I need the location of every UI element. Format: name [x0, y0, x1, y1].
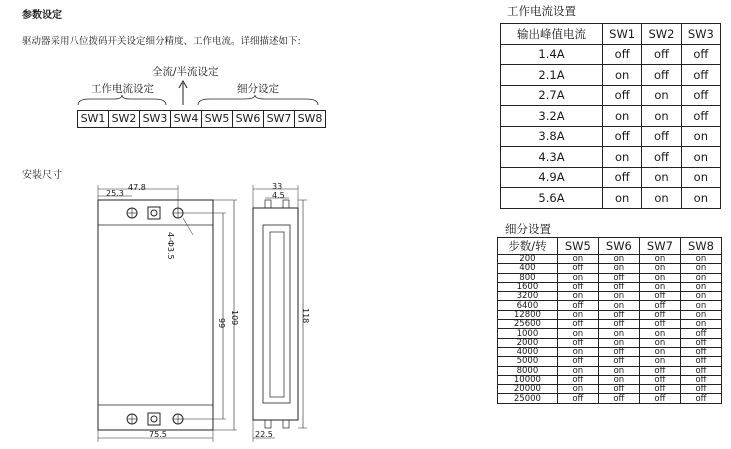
table-cell: off	[639, 301, 680, 310]
table-cell: off	[557, 301, 598, 310]
table-cell: 200	[498, 255, 558, 264]
table-cell: on	[557, 273, 598, 282]
switch-diagram-braces	[70, 75, 330, 111]
table-row	[501, 167, 721, 188]
table-cell: on	[598, 301, 639, 310]
table-row	[501, 188, 721, 209]
table-cell: off	[598, 357, 639, 366]
table-cell: off	[557, 357, 598, 366]
table-cell: off	[598, 385, 639, 394]
table-cell: on	[680, 310, 721, 319]
table-cell: on	[557, 255, 598, 264]
switch-label: SW4	[171, 111, 202, 127]
table-cell: off	[557, 282, 598, 291]
table-cell: on	[598, 264, 639, 273]
table-cell: 6400	[498, 301, 558, 310]
table-cell: 5000	[498, 357, 558, 366]
table-cell: off	[680, 375, 721, 384]
column-header: SW3	[681, 24, 720, 45]
subdivision-table-title: 细分设置	[505, 222, 551, 236]
table-row	[498, 273, 722, 282]
table-cell: 800	[498, 273, 558, 282]
table-cell: 10000	[498, 375, 558, 384]
table-cell: off	[639, 385, 680, 394]
table-cell: off	[639, 394, 680, 403]
table-cell: 1.4A	[501, 44, 603, 65]
table-cell: off	[557, 264, 598, 273]
dim-33: 33	[272, 182, 283, 191]
table-cell: on	[681, 188, 720, 209]
table-cell: on	[680, 292, 721, 301]
column-header: SW2	[642, 24, 681, 45]
table-cell: off	[639, 375, 680, 384]
dim-22-5: 22.5	[255, 430, 273, 439]
table-cell: off	[681, 106, 720, 127]
table-cell: on	[680, 264, 721, 273]
table-cell: on	[639, 264, 680, 273]
table-cell: off	[639, 292, 680, 301]
table-row	[498, 310, 722, 319]
table-cell: off	[681, 44, 720, 65]
table-cell: 2.1A	[501, 65, 603, 86]
table-cell: on	[557, 347, 598, 356]
table-cell: off	[602, 44, 641, 65]
table-cell: on	[680, 301, 721, 310]
table-row	[501, 65, 721, 86]
table-cell: 8000	[498, 366, 558, 375]
table-cell: on	[598, 375, 639, 384]
table-row	[498, 255, 722, 264]
table-cell: off	[680, 394, 721, 403]
column-header: 步数/转	[498, 238, 558, 255]
table-row	[501, 126, 721, 147]
dim-99: 99	[217, 318, 226, 329]
table-cell: 4000	[498, 347, 558, 356]
table-row	[498, 347, 722, 356]
dim-109: 109	[230, 310, 239, 326]
table-row	[498, 301, 722, 310]
table-cell: on	[681, 147, 720, 168]
table-cell: off	[680, 385, 721, 394]
table-cell: off	[598, 273, 639, 282]
table-row	[498, 385, 722, 394]
table-cell: on	[642, 106, 681, 127]
dim-4-5: 4.5	[272, 191, 285, 200]
switch-label: SW8	[297, 112, 323, 125]
table-cell: off	[639, 310, 680, 319]
table-cell: off	[680, 347, 721, 356]
table-cell: on	[639, 338, 680, 347]
table-cell: 3200	[498, 292, 558, 301]
table-cell: on	[557, 329, 598, 338]
current-setting-label: 工作电流设定	[91, 83, 154, 95]
table-cell: 25000	[498, 394, 558, 403]
table-cell: off	[598, 394, 639, 403]
table-cell: on	[557, 366, 598, 375]
dim-75-5: 75.5	[149, 430, 167, 439]
full-half-label: 全流/半流设定	[152, 66, 219, 78]
table-row	[498, 394, 722, 403]
install-dimensions-title: 安装尺寸	[22, 170, 62, 181]
table-cell: off	[639, 366, 680, 375]
table-cell: 1000	[498, 329, 558, 338]
table-cell: on	[598, 338, 639, 347]
table-cell: 2000	[498, 338, 558, 347]
table-row	[498, 264, 722, 273]
table-cell: on	[642, 85, 681, 106]
table-row	[501, 44, 721, 65]
table-cell: off	[642, 147, 681, 168]
table-cell: off	[642, 44, 681, 65]
current-table	[500, 23, 721, 209]
table-cell: on	[639, 357, 680, 366]
table-cell: off	[680, 338, 721, 347]
table-cell: on	[557, 310, 598, 319]
table-row	[498, 329, 722, 338]
column-header: SW7	[639, 238, 680, 255]
table-row	[501, 85, 721, 106]
table-cell: on	[639, 347, 680, 356]
table-cell: 25600	[498, 320, 558, 329]
table-cell: on	[602, 147, 641, 168]
table-cell: off	[557, 320, 598, 329]
table-cell: 4.3A	[501, 147, 603, 168]
table-cell: 1600	[498, 282, 558, 291]
table-cell: on	[681, 126, 720, 147]
column-header: SW1	[602, 24, 641, 45]
table-cell: off	[602, 85, 641, 106]
table-cell: off	[681, 65, 720, 86]
table-row	[501, 147, 721, 168]
table-cell: 2.7A	[501, 85, 603, 106]
table-cell: off	[557, 394, 598, 403]
table-cell: on	[557, 385, 598, 394]
switch-label: SW3	[140, 111, 171, 127]
table-cell: off	[639, 320, 680, 329]
table-cell: on	[598, 329, 639, 338]
table-cell: off	[681, 85, 720, 106]
table-cell: 5.6A	[501, 188, 603, 209]
table-cell: off	[680, 329, 721, 338]
switch-label: SW5	[202, 111, 233, 127]
table-cell: off	[680, 366, 721, 375]
switch-label: SW6	[233, 111, 264, 127]
table-cell: on	[639, 329, 680, 338]
section-title-params: 参数设定	[22, 10, 62, 21]
table-row	[498, 375, 722, 384]
table-cell: off	[642, 126, 681, 147]
table-cell: off	[680, 357, 721, 366]
subdivision-setting-label: 细分设定	[237, 83, 279, 95]
table-cell: on	[602, 188, 641, 209]
description-text: 驱动器采用八位拨码开关设定细分精度、工作电流。详细描述如下:	[22, 36, 301, 47]
table-cell: off	[598, 282, 639, 291]
table-cell: 3.2A	[501, 106, 603, 127]
switch-label: SW7	[264, 111, 295, 127]
column-header: SW5	[557, 238, 598, 255]
table-cell: on	[639, 255, 680, 264]
table-cell: off	[557, 338, 598, 347]
table-cell: on	[557, 292, 598, 301]
table-cell: on	[598, 292, 639, 301]
table-cell: on	[680, 320, 721, 329]
table-cell: 20000	[498, 385, 558, 394]
column-header: SW8	[680, 238, 721, 255]
table-row	[498, 366, 722, 375]
table-cell: 3.8A	[501, 126, 603, 147]
dim-47-8: 47.8	[128, 183, 146, 192]
column-header: 输出峰值电流	[501, 24, 603, 45]
table-row	[501, 106, 721, 127]
table-cell: on	[639, 273, 680, 282]
table-cell: on	[639, 282, 680, 291]
table-cell: off	[598, 347, 639, 356]
mechanical-drawing	[85, 180, 320, 445]
table-cell: on	[598, 255, 639, 264]
table-cell: off	[602, 126, 641, 147]
table-row	[498, 357, 722, 366]
table-row	[498, 282, 722, 291]
table-row	[498, 292, 722, 301]
dim-hole: 4-Ф3.5	[166, 232, 175, 260]
table-row	[498, 320, 722, 329]
table-cell: off	[602, 167, 641, 188]
current-table-title: 工作电流设置	[507, 4, 576, 18]
table-cell: 12800	[498, 310, 558, 319]
table-cell: off	[598, 310, 639, 319]
dip-switch-row	[77, 110, 326, 128]
dim-118: 118	[301, 308, 310, 324]
table-cell: off	[557, 375, 598, 384]
column-header: SW6	[598, 238, 639, 255]
table-cell: on	[598, 366, 639, 375]
subdivision-table	[497, 237, 722, 404]
table-cell: on	[602, 65, 641, 86]
table-cell: on	[642, 188, 681, 209]
table-cell: off	[642, 65, 681, 86]
table-cell: on	[680, 255, 721, 264]
table-cell: off	[598, 320, 639, 329]
table-cell: on	[602, 106, 641, 127]
table-cell: on	[680, 282, 721, 291]
table-cell: on	[681, 167, 720, 188]
table-cell: 4.9A	[501, 167, 603, 188]
table-cell: on	[642, 167, 681, 188]
table-cell: on	[680, 273, 721, 282]
table-cell: 400	[498, 264, 558, 273]
dim-25-3: 25.3	[106, 189, 124, 198]
switch-label: SW1	[78, 111, 109, 127]
switch-label: SW2	[109, 111, 140, 127]
table-row	[498, 338, 722, 347]
